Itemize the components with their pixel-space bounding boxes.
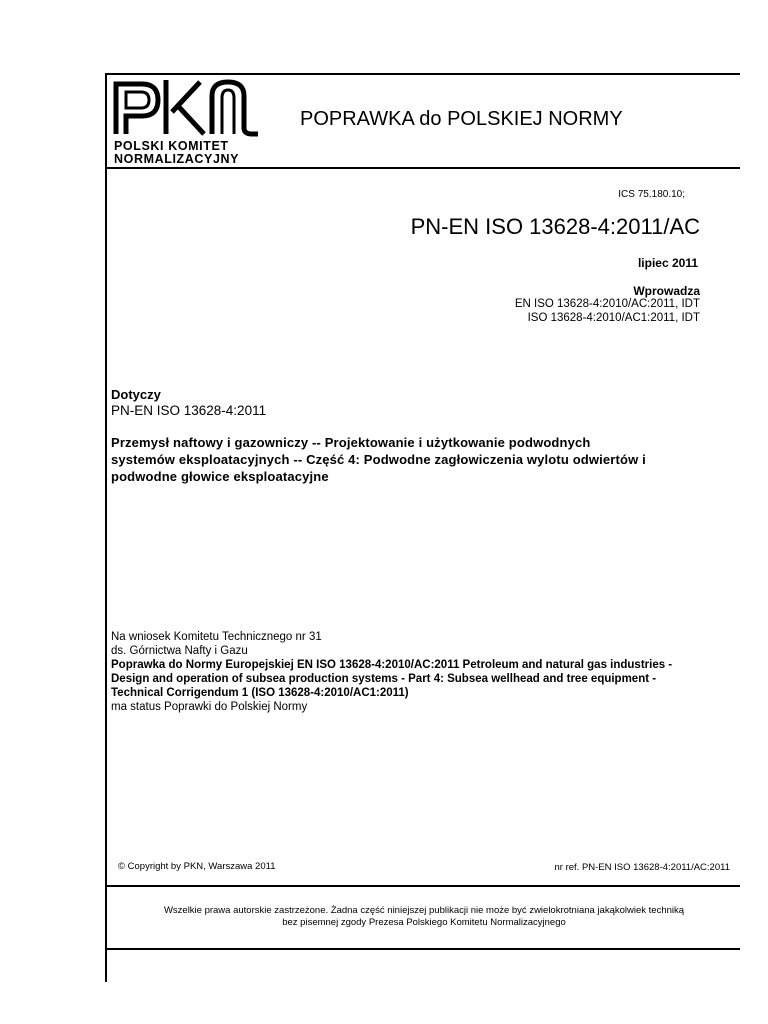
ics-code: ICS 75.180.10; [618,189,685,200]
wprowadza-label: Wprowadza [633,284,700,298]
top-rule [105,73,740,75]
rights-notice [108,905,740,929]
norm-title [111,434,751,485]
left-border-line [105,73,107,982]
request-block [111,630,751,714]
logo-text-line1: POLSKI KOMITET [114,139,229,153]
copyright-text: © Copyright by PKN, Warszawa 2011 [118,861,276,872]
rights-line: Wszelkie prawa autorskie zastrzeżone. Żadna część niniejszej publikacji nie może być zwielokrotniana jakąkolwiek techniką [163,905,685,916]
footer-rule-bottom [105,948,740,950]
request-bold-line: Design and operation of subsea production systems - Part 4: Subsea wellhead and tree equipment - [111,673,657,685]
dotyczy-label: Dotyczy [111,387,161,402]
logo-text-line2: NORMALIZACYJNY [114,152,240,166]
footer-rule-top [105,885,740,887]
request-line: ds. Górnictwa Nafty i Gazu [111,645,248,657]
wprowadza-line: ISO 13628-4:2010/AC1:2011, IDT [527,312,700,324]
reference-number: nr ref. PN-EN ISO 13628-4:2011/AC:2011 [554,862,730,873]
request-status-line: ma status Poprawki do Polskiej Normy [111,701,308,713]
norm-number: PN-EN ISO 13628-4:2011/AC [410,214,700,239]
pkn-logo-mark-icon [112,76,262,138]
document-header-title: POPRAWKA do POLSKIEJ NORMY [300,108,623,130]
norm-title-line: systemów eksploatacyjnych -- Część 4: Podwodne zagłowiczenia wylotu odwiertów i [111,452,646,467]
norm-title-line: Przemysł naftowy i gazowniczy -- Projektowanie i użytkowanie podwodnych [111,435,591,450]
request-bold-line: Technical Corrigendum 1 (ISO 13628-4:2010/AC1:2011) [111,687,409,699]
wprowadza-line: EN ISO 13628-4:2010/AC:2011, IDT [514,298,700,310]
request-bold-line: Poprawka do Normy Europejskiej EN ISO 13628-4:2010/AC:2011 Petroleum and natural gas industries - [111,659,673,671]
header-rule [105,167,740,169]
norm-title-line: podwodne głowice eksploatacyjne [111,469,329,484]
rights-line: bez pisemnej zgody Prezesa Polskiego Komitetu Normalizacyjnego [282,917,566,928]
publication-date: lipiec 2011 [637,256,698,270]
pkn-logo [112,76,264,166]
request-line: Na wniosek Komitetu Technicznego nr 31 [111,631,322,643]
dotyczy-value: PN-EN ISO 13628-4:2011 [111,403,267,418]
